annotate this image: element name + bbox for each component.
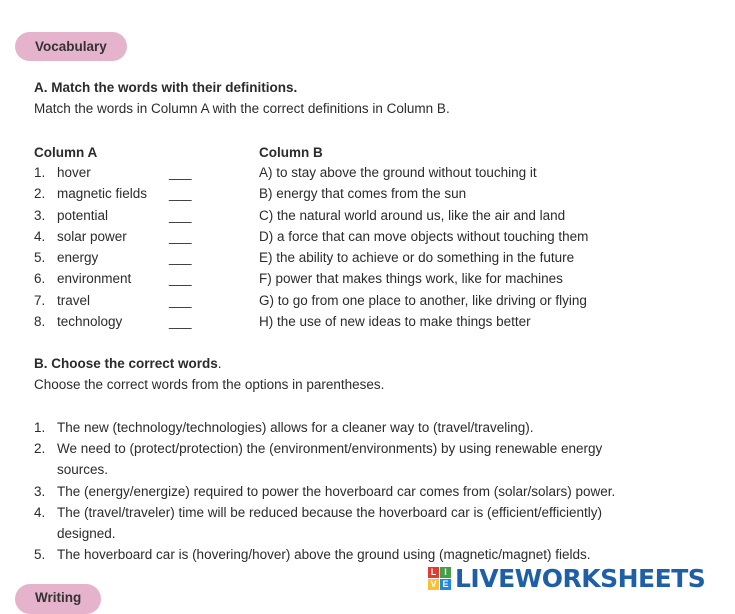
liveworksheets-logo[interactable] bbox=[428, 564, 705, 593]
row-word: travel bbox=[57, 293, 91, 308]
question-number: 1. bbox=[34, 420, 46, 435]
section-b-title bbox=[34, 356, 222, 371]
question-item bbox=[0, 505, 735, 547]
logo-icon bbox=[428, 567, 451, 590]
row-number: 8. bbox=[34, 314, 46, 329]
question-number: 5. bbox=[34, 547, 46, 562]
answer-blank[interactable]: ___ bbox=[169, 293, 192, 308]
match-row bbox=[0, 186, 735, 206]
match-row bbox=[0, 271, 735, 291]
answer-blank[interactable]: ___ bbox=[169, 250, 192, 265]
row-word: potential bbox=[57, 208, 109, 223]
row-word: solar power bbox=[57, 229, 127, 244]
answer-blank[interactable]: ___ bbox=[169, 186, 192, 201]
logo-cell: L bbox=[428, 567, 439, 578]
row-number: 6. bbox=[34, 271, 46, 286]
match-row bbox=[0, 250, 735, 270]
writing-section-label: Writing bbox=[15, 584, 101, 614]
question-number: 4. bbox=[34, 505, 46, 520]
section-b-instruction: Choose the correct words from the options in parentheses. bbox=[34, 377, 385, 392]
question-text[interactable]: We need to (protect/protection) the (environment/environments) by using renewable energy bbox=[57, 441, 603, 456]
question-text-continued: sources. bbox=[57, 462, 109, 477]
row-number: 4. bbox=[34, 229, 46, 244]
answer-blank[interactable]: ___ bbox=[169, 165, 192, 180]
row-definition: D) a force that can move objects without touching them bbox=[259, 229, 589, 244]
row-definition: C) the natural world around us, like the air and land bbox=[259, 208, 566, 223]
question-text[interactable]: The (energy/energize) required to power the hoverboard car comes from (solar/solars) power. bbox=[57, 484, 616, 499]
match-row bbox=[0, 165, 735, 185]
match-row bbox=[0, 208, 735, 228]
row-definition: A) to stay above the ground without touching it bbox=[259, 165, 537, 180]
logo-cell: V bbox=[428, 579, 439, 590]
row-definition: H) the use of new ideas to make things better bbox=[259, 314, 531, 329]
question-text[interactable]: The (travel/traveler) time will be reduced because the hoverboard car is (efficient/efficiently) bbox=[57, 505, 603, 520]
question-item bbox=[0, 420, 735, 440]
row-number: 3. bbox=[34, 208, 46, 223]
answer-blank[interactable]: ___ bbox=[169, 314, 192, 329]
logo-cell: E bbox=[440, 579, 451, 590]
row-number: 1. bbox=[34, 165, 46, 180]
row-number: 5. bbox=[34, 250, 46, 265]
question-item bbox=[0, 441, 735, 483]
row-word: hover bbox=[57, 165, 91, 180]
match-row bbox=[0, 229, 735, 249]
logo-cell: I bbox=[440, 567, 451, 578]
section-a-instruction: Match the words in Column A with the correct definitions in Column B. bbox=[34, 101, 450, 116]
question-text-continued: designed. bbox=[57, 526, 116, 541]
question-item bbox=[0, 484, 735, 504]
question-text[interactable]: The hoverboard car is (hovering/hover) above the ground using (magnetic/magnet) fields. bbox=[57, 547, 591, 562]
question-number: 3. bbox=[34, 484, 46, 499]
answer-blank[interactable]: ___ bbox=[169, 271, 192, 286]
row-definition: B) energy that comes from the sun bbox=[259, 186, 467, 201]
row-number: 7. bbox=[34, 293, 46, 308]
answer-blank[interactable]: ___ bbox=[169, 208, 192, 223]
row-definition: F) power that makes things work, like for machines bbox=[259, 271, 563, 286]
answer-blank[interactable]: ___ bbox=[169, 229, 192, 244]
column-b-header: Column B bbox=[259, 145, 323, 160]
section-b-title-dot: . bbox=[217, 356, 222, 371]
row-word: energy bbox=[57, 250, 99, 265]
row-word: technology bbox=[57, 314, 123, 329]
section-a-title: A. Match the words with their definitions. bbox=[34, 80, 298, 95]
match-row bbox=[0, 314, 735, 334]
row-word: magnetic fields bbox=[57, 186, 148, 201]
section-b-title-text: B. Choose the correct words bbox=[34, 356, 218, 371]
row-definition: E) the ability to achieve or do something in the future bbox=[259, 250, 575, 265]
match-row bbox=[0, 293, 735, 313]
row-number: 2. bbox=[34, 186, 46, 201]
question-text[interactable]: The new (technology/technologies) allows for a cleaner way to (travel/traveling). bbox=[57, 420, 534, 435]
row-definition: G) to go from one place to another, like driving or flying bbox=[259, 293, 587, 308]
column-a-header: Column A bbox=[34, 145, 98, 160]
vocabulary-section-label: Vocabulary bbox=[15, 32, 127, 61]
question-number: 2. bbox=[34, 441, 46, 456]
row-word: environment bbox=[57, 271, 132, 286]
logo-text: LIVEWORKSHEETS bbox=[455, 564, 706, 593]
